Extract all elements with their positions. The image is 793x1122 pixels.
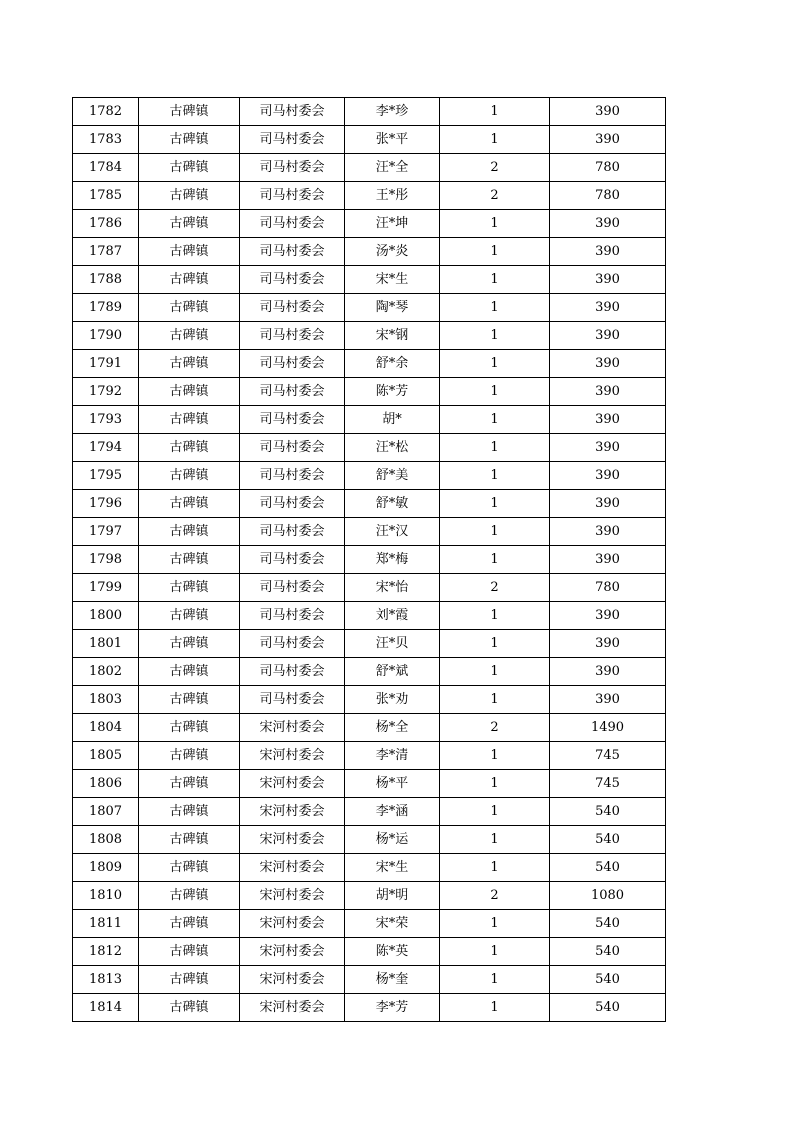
table-row (73, 714, 666, 742)
table-row (73, 518, 666, 546)
row-number-cell: 1806 (73, 770, 139, 798)
amount-cell: 540 (550, 854, 666, 882)
table-row (73, 210, 666, 238)
village-cell: 司马村委会 (240, 546, 345, 574)
town-cell: 古碑镇 (139, 546, 240, 574)
amount-cell: 390 (550, 630, 666, 658)
village-cell: 司马村委会 (240, 462, 345, 490)
row-number-cell: 1793 (73, 406, 139, 434)
name-cell: 宋*生 (345, 266, 440, 294)
row-number-cell: 1786 (73, 210, 139, 238)
town-cell: 古碑镇 (139, 266, 240, 294)
name-cell: 胡* (345, 406, 440, 434)
town-cell: 古碑镇 (139, 994, 240, 1022)
village-cell: 司马村委会 (240, 686, 345, 714)
table-row (73, 546, 666, 574)
table-row (73, 994, 666, 1022)
town-cell: 古碑镇 (139, 182, 240, 210)
amount-cell: 780 (550, 182, 666, 210)
row-number-cell: 1808 (73, 826, 139, 854)
town-cell: 古碑镇 (139, 630, 240, 658)
row-number-cell: 1788 (73, 266, 139, 294)
amount-cell: 390 (550, 126, 666, 154)
village-cell: 宋河村委会 (240, 714, 345, 742)
name-cell: 李*芳 (345, 994, 440, 1022)
row-number-cell: 1785 (73, 182, 139, 210)
village-cell: 司马村委会 (240, 238, 345, 266)
town-cell: 古碑镇 (139, 798, 240, 826)
table-row (73, 770, 666, 798)
village-cell: 宋河村委会 (240, 994, 345, 1022)
town-cell: 古碑镇 (139, 742, 240, 770)
count-cell: 2 (440, 714, 550, 742)
count-cell: 1 (440, 238, 550, 266)
name-cell: 陶*琴 (345, 294, 440, 322)
village-cell: 宋河村委会 (240, 826, 345, 854)
row-number-cell: 1796 (73, 490, 139, 518)
town-cell: 古碑镇 (139, 966, 240, 994)
name-cell: 杨*奎 (345, 966, 440, 994)
row-number-cell: 1783 (73, 126, 139, 154)
town-cell: 古碑镇 (139, 882, 240, 910)
amount-cell: 540 (550, 910, 666, 938)
row-number-cell: 1787 (73, 238, 139, 266)
count-cell: 1 (440, 742, 550, 770)
town-cell: 古碑镇 (139, 406, 240, 434)
name-cell: 汪*坤 (345, 210, 440, 238)
count-cell: 1 (440, 910, 550, 938)
town-cell: 古碑镇 (139, 350, 240, 378)
row-number-cell: 1789 (73, 294, 139, 322)
name-cell: 胡*明 (345, 882, 440, 910)
amount-cell: 780 (550, 574, 666, 602)
village-cell: 司马村委会 (240, 210, 345, 238)
count-cell: 1 (440, 770, 550, 798)
table-row (73, 266, 666, 294)
name-cell: 刘*霞 (345, 602, 440, 630)
count-cell: 1 (440, 294, 550, 322)
town-cell: 古碑镇 (139, 770, 240, 798)
count-cell: 1 (440, 490, 550, 518)
village-cell: 司马村委会 (240, 602, 345, 630)
village-cell: 司马村委会 (240, 126, 345, 154)
name-cell: 杨*平 (345, 770, 440, 798)
town-cell: 古碑镇 (139, 854, 240, 882)
table-row (73, 854, 666, 882)
village-cell: 宋河村委会 (240, 966, 345, 994)
table-row (73, 910, 666, 938)
village-cell: 宋河村委会 (240, 798, 345, 826)
row-number-cell: 1790 (73, 322, 139, 350)
amount-cell: 390 (550, 210, 666, 238)
village-cell: 宋河村委会 (240, 910, 345, 938)
count-cell: 1 (440, 462, 550, 490)
amount-cell: 390 (550, 406, 666, 434)
amount-cell: 540 (550, 826, 666, 854)
town-cell: 古碑镇 (139, 714, 240, 742)
village-cell: 司马村委会 (240, 98, 345, 126)
town-cell: 古碑镇 (139, 910, 240, 938)
amount-cell: 390 (550, 490, 666, 518)
town-cell: 古碑镇 (139, 378, 240, 406)
table-row (73, 938, 666, 966)
amount-cell: 390 (550, 518, 666, 546)
name-cell: 宋*钢 (345, 322, 440, 350)
count-cell: 1 (440, 210, 550, 238)
count-cell: 1 (440, 350, 550, 378)
amount-cell: 390 (550, 658, 666, 686)
village-cell: 司马村委会 (240, 154, 345, 182)
table-row (73, 182, 666, 210)
town-cell: 古碑镇 (139, 294, 240, 322)
table-row (73, 294, 666, 322)
amount-cell: 390 (550, 434, 666, 462)
row-number-cell: 1804 (73, 714, 139, 742)
count-cell: 1 (440, 126, 550, 154)
town-cell: 古碑镇 (139, 238, 240, 266)
town-cell: 古碑镇 (139, 322, 240, 350)
name-cell: 汪*汉 (345, 518, 440, 546)
name-cell: 郑*梅 (345, 546, 440, 574)
roster-table (72, 97, 666, 1022)
name-cell: 舒*余 (345, 350, 440, 378)
amount-cell: 540 (550, 938, 666, 966)
table-row (73, 98, 666, 126)
village-cell: 司马村委会 (240, 630, 345, 658)
table-row (73, 462, 666, 490)
row-number-cell: 1784 (73, 154, 139, 182)
table-row (73, 490, 666, 518)
amount-cell: 540 (550, 798, 666, 826)
count-cell: 1 (440, 602, 550, 630)
name-cell: 舒*斌 (345, 658, 440, 686)
village-cell: 司马村委会 (240, 294, 345, 322)
row-number-cell: 1814 (73, 994, 139, 1022)
name-cell: 李*珍 (345, 98, 440, 126)
name-cell: 宋*荣 (345, 910, 440, 938)
count-cell: 2 (440, 182, 550, 210)
village-cell: 司马村委会 (240, 658, 345, 686)
count-cell: 1 (440, 378, 550, 406)
town-cell: 古碑镇 (139, 518, 240, 546)
town-cell: 古碑镇 (139, 154, 240, 182)
count-cell: 1 (440, 266, 550, 294)
count-cell: 1 (440, 966, 550, 994)
town-cell: 古碑镇 (139, 98, 240, 126)
table-row (73, 826, 666, 854)
town-cell: 古碑镇 (139, 490, 240, 518)
row-number-cell: 1807 (73, 798, 139, 826)
table-row (73, 574, 666, 602)
count-cell: 1 (440, 630, 550, 658)
row-number-cell: 1809 (73, 854, 139, 882)
count-cell: 1 (440, 994, 550, 1022)
table-row (73, 238, 666, 266)
town-cell: 古碑镇 (139, 938, 240, 966)
village-cell: 司马村委会 (240, 322, 345, 350)
row-number-cell: 1794 (73, 434, 139, 462)
amount-cell: 780 (550, 154, 666, 182)
village-cell: 司马村委会 (240, 378, 345, 406)
count-cell: 1 (440, 798, 550, 826)
count-cell: 2 (440, 154, 550, 182)
count-cell: 1 (440, 686, 550, 714)
amount-cell: 390 (550, 266, 666, 294)
amount-cell: 540 (550, 966, 666, 994)
village-cell: 宋河村委会 (240, 770, 345, 798)
row-number-cell: 1800 (73, 602, 139, 630)
table-row (73, 798, 666, 826)
row-number-cell: 1791 (73, 350, 139, 378)
row-number-cell: 1797 (73, 518, 139, 546)
table-row (73, 322, 666, 350)
village-cell: 宋河村委会 (240, 742, 345, 770)
count-cell: 1 (440, 406, 550, 434)
name-cell: 张*平 (345, 126, 440, 154)
roster-table-body (73, 98, 666, 1022)
row-number-cell: 1801 (73, 630, 139, 658)
amount-cell: 1490 (550, 714, 666, 742)
table-row (73, 406, 666, 434)
village-cell: 宋河村委会 (240, 854, 345, 882)
table-row (73, 686, 666, 714)
count-cell: 1 (440, 434, 550, 462)
row-number-cell: 1813 (73, 966, 139, 994)
table-row (73, 434, 666, 462)
name-cell: 舒*敏 (345, 490, 440, 518)
table-row (73, 966, 666, 994)
name-cell: 王*彤 (345, 182, 440, 210)
amount-cell: 745 (550, 742, 666, 770)
name-cell: 汤*炎 (345, 238, 440, 266)
amount-cell: 540 (550, 994, 666, 1022)
count-cell: 2 (440, 574, 550, 602)
name-cell: 张*劝 (345, 686, 440, 714)
town-cell: 古碑镇 (139, 826, 240, 854)
town-cell: 古碑镇 (139, 126, 240, 154)
village-cell: 司马村委会 (240, 434, 345, 462)
name-cell: 李*涵 (345, 798, 440, 826)
amount-cell: 390 (550, 238, 666, 266)
village-cell: 司马村委会 (240, 406, 345, 434)
row-number-cell: 1810 (73, 882, 139, 910)
name-cell: 汪*贝 (345, 630, 440, 658)
count-cell: 1 (440, 658, 550, 686)
table-row (73, 602, 666, 630)
count-cell: 1 (440, 854, 550, 882)
amount-cell: 1080 (550, 882, 666, 910)
row-number-cell: 1805 (73, 742, 139, 770)
table-row (73, 378, 666, 406)
table-row (73, 742, 666, 770)
row-number-cell: 1811 (73, 910, 139, 938)
amount-cell: 745 (550, 770, 666, 798)
row-number-cell: 1802 (73, 658, 139, 686)
village-cell: 司马村委会 (240, 266, 345, 294)
row-number-cell: 1812 (73, 938, 139, 966)
table-row (73, 126, 666, 154)
row-number-cell: 1803 (73, 686, 139, 714)
town-cell: 古碑镇 (139, 462, 240, 490)
count-cell: 1 (440, 826, 550, 854)
amount-cell: 390 (550, 602, 666, 630)
name-cell: 杨*全 (345, 714, 440, 742)
name-cell: 舒*美 (345, 462, 440, 490)
amount-cell: 390 (550, 546, 666, 574)
village-cell: 司马村委会 (240, 518, 345, 546)
amount-cell: 390 (550, 686, 666, 714)
count-cell: 1 (440, 98, 550, 126)
name-cell: 宋*怡 (345, 574, 440, 602)
row-number-cell: 1792 (73, 378, 139, 406)
table-row (73, 882, 666, 910)
count-cell: 1 (440, 518, 550, 546)
row-number-cell: 1782 (73, 98, 139, 126)
name-cell: 汪*全 (345, 154, 440, 182)
name-cell: 杨*运 (345, 826, 440, 854)
village-cell: 司马村委会 (240, 182, 345, 210)
village-cell: 宋河村委会 (240, 938, 345, 966)
row-number-cell: 1799 (73, 574, 139, 602)
town-cell: 古碑镇 (139, 658, 240, 686)
table-row (73, 630, 666, 658)
amount-cell: 390 (550, 322, 666, 350)
town-cell: 古碑镇 (139, 574, 240, 602)
name-cell: 陈*芳 (345, 378, 440, 406)
name-cell: 宋*生 (345, 854, 440, 882)
amount-cell: 390 (550, 378, 666, 406)
name-cell: 汪*松 (345, 434, 440, 462)
name-cell: 陈*英 (345, 938, 440, 966)
town-cell: 古碑镇 (139, 434, 240, 462)
count-cell: 2 (440, 882, 550, 910)
count-cell: 1 (440, 322, 550, 350)
count-cell: 1 (440, 938, 550, 966)
village-cell: 宋河村委会 (240, 882, 345, 910)
amount-cell: 390 (550, 462, 666, 490)
village-cell: 司马村委会 (240, 350, 345, 378)
row-number-cell: 1795 (73, 462, 139, 490)
table-row (73, 350, 666, 378)
amount-cell: 390 (550, 294, 666, 322)
table-row (73, 658, 666, 686)
town-cell: 古碑镇 (139, 602, 240, 630)
row-number-cell: 1798 (73, 546, 139, 574)
count-cell: 1 (440, 546, 550, 574)
village-cell: 司马村委会 (240, 490, 345, 518)
village-cell: 司马村委会 (240, 574, 345, 602)
table-row (73, 154, 666, 182)
amount-cell: 390 (550, 350, 666, 378)
town-cell: 古碑镇 (139, 686, 240, 714)
name-cell: 李*清 (345, 742, 440, 770)
amount-cell: 390 (550, 98, 666, 126)
town-cell: 古碑镇 (139, 210, 240, 238)
